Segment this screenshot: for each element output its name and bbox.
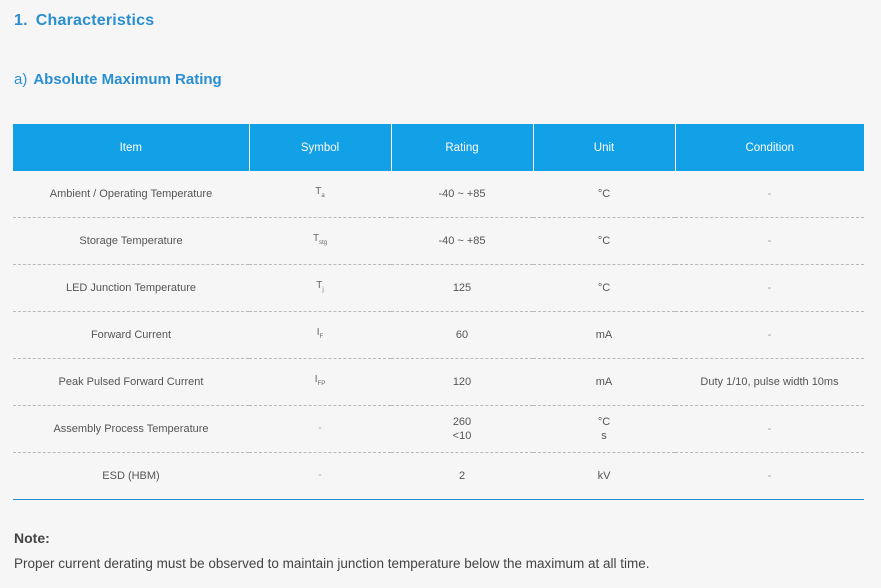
- rating-value: 2: [458, 470, 466, 482]
- unit-cell: [533, 312, 675, 359]
- condition-cell: -: [675, 406, 864, 453]
- condition-cell: -: [675, 171, 864, 218]
- unit-cell: [533, 406, 675, 453]
- table-row: [13, 406, 864, 453]
- unit-cell: [533, 453, 675, 500]
- item-cell: Forward Current: [13, 312, 249, 359]
- symbol-subscript: FP: [317, 381, 326, 387]
- unit-cell: [533, 218, 675, 265]
- section-number: 1.: [14, 12, 28, 29]
- column-header-rating: Rating: [391, 124, 533, 171]
- symbol-cell: [249, 218, 391, 265]
- rating-value: -40 ~ +85: [438, 188, 486, 200]
- symbol-base: T: [312, 233, 320, 244]
- section-heading: [14, 12, 154, 30]
- symbol-cell: [249, 359, 391, 406]
- item-cell: Ambient / Operating Temperature: [13, 171, 249, 218]
- table-header-row: [13, 124, 864, 171]
- note-text: Proper current derating must be observed to maintain junction temperature below the maximum at all time.: [14, 556, 650, 571]
- unit-value: °C: [597, 188, 611, 200]
- table-row: [13, 218, 864, 265]
- rating-cell: [391, 218, 533, 265]
- section-title: Characteristics: [35, 12, 155, 29]
- subsection-heading: [14, 71, 222, 88]
- unit-value: s: [601, 430, 607, 442]
- symbol-base: T: [315, 186, 322, 197]
- unit-cell: [533, 359, 675, 406]
- symbol-cell: [249, 453, 391, 500]
- symbol-subscript: F: [319, 334, 324, 340]
- column-header-symbol: Symbol: [249, 124, 391, 171]
- rating-value: 120: [452, 376, 472, 388]
- symbol-subscript: j: [322, 287, 324, 293]
- column-header-condition: Condition: [675, 124, 864, 171]
- unit-value: kV: [597, 470, 611, 482]
- symbol-base: I: [316, 327, 320, 338]
- table-body: [13, 171, 864, 500]
- rating-value: 60: [455, 329, 469, 341]
- rating-cell: [391, 312, 533, 359]
- condition-cell: -: [675, 265, 864, 312]
- absolute-maximum-rating-table: [13, 124, 864, 500]
- condition-cell: Duty 1/10, pulse width 10ms: [675, 359, 864, 406]
- condition-cell: -: [675, 453, 864, 500]
- table-row: [13, 453, 864, 500]
- unit-value: °C: [597, 282, 611, 294]
- item-cell: ESD (HBM): [13, 453, 249, 500]
- unit-value: mA: [595, 329, 613, 341]
- rating-value: 260: [452, 416, 472, 428]
- note-title: Note:: [14, 530, 50, 546]
- symbol-subscript: stg: [319, 240, 328, 246]
- condition-cell: -: [675, 218, 864, 265]
- rating-value: 125: [452, 282, 472, 294]
- unit-cell: [533, 171, 675, 218]
- symbol-base: T: [316, 280, 323, 291]
- unit-value: °C: [597, 235, 611, 247]
- rating-cell: [391, 359, 533, 406]
- item-cell: Storage Temperature: [13, 218, 249, 265]
- rating-cell: [391, 406, 533, 453]
- condition-cell: -: [675, 312, 864, 359]
- unit-cell: [533, 265, 675, 312]
- table-row: [13, 359, 864, 406]
- symbol-base: -: [318, 470, 322, 481]
- rating-cell: [391, 171, 533, 218]
- table-row: [13, 171, 864, 218]
- rating-cell: [391, 265, 533, 312]
- unit-value: mA: [595, 376, 613, 388]
- symbol-cell: [249, 171, 391, 218]
- unit-value: °C: [597, 416, 611, 428]
- subsection-title: Absolute Maximum Rating: [33, 71, 222, 88]
- symbol-cell: [249, 312, 391, 359]
- subsection-number: a): [14, 71, 28, 88]
- item-cell: Assembly Process Temperature: [13, 406, 249, 453]
- column-header-unit: Unit: [533, 124, 675, 171]
- table-row: [13, 312, 864, 359]
- symbol-subscript: a: [321, 193, 325, 199]
- symbol-cell: [249, 406, 391, 453]
- symbol-base: I: [314, 374, 318, 385]
- rating-value: -40 ~ +85: [438, 235, 486, 247]
- table-row: [13, 265, 864, 312]
- column-header-item: Item: [13, 124, 249, 171]
- rating-cell: [391, 453, 533, 500]
- symbol-base: -: [318, 423, 322, 434]
- symbol-cell: [249, 265, 391, 312]
- item-cell: Peak Pulsed Forward Current: [13, 359, 249, 406]
- item-cell: LED Junction Temperature: [13, 265, 249, 312]
- rating-value: <10: [452, 430, 472, 442]
